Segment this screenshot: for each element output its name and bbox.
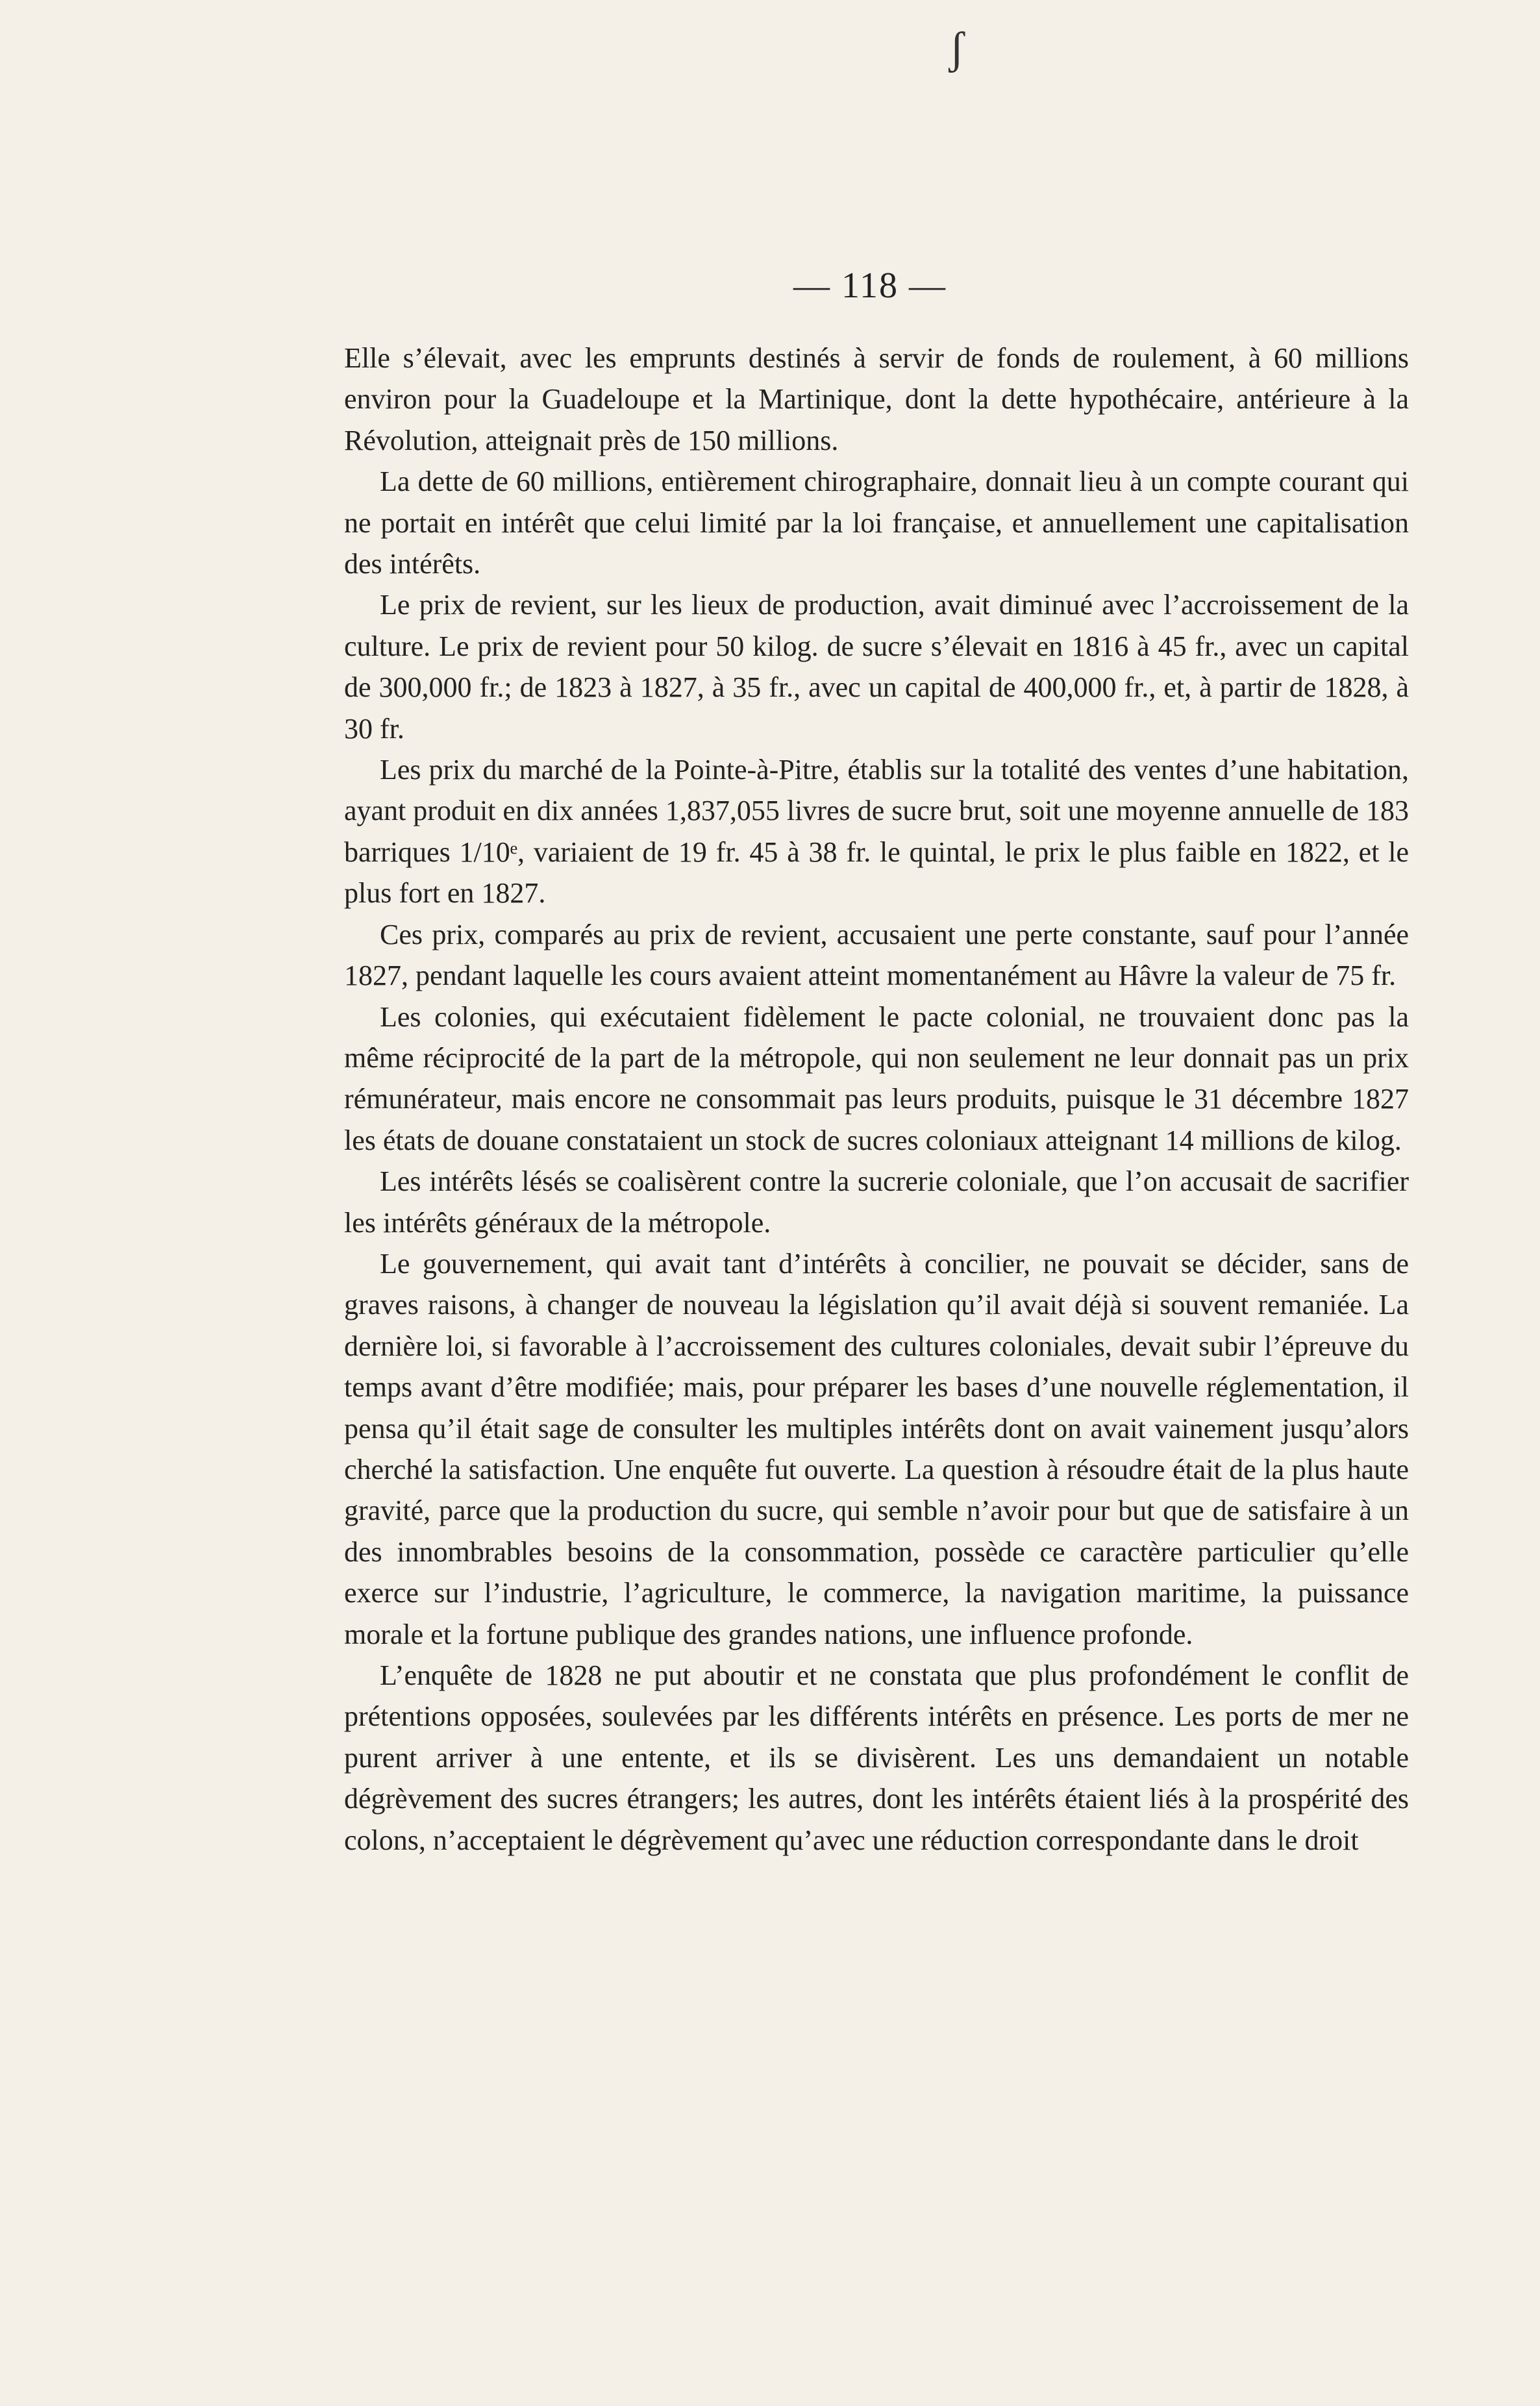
paragraph-5: Ces prix, comparés au prix de revient, accusaient une perte constante, sauf pour l’année 1827, pendant laquelle les cours avaient atteint momentanément au Hâvre la valeur de 75 fr. (344, 918, 1409, 992)
page-number: — 118 — (793, 266, 947, 306)
ink-mark: ʃ (949, 23, 965, 73)
paragraph-7: Les intérêts lésés se coalisèrent contre la sucrerie coloniale, que l’on accusait de sacrifier les intérêts généraux de la métropole. (344, 1165, 1409, 1239)
paragraph-4: Les prix du marché de la Pointe-à-Pitre, établis sur la totalité des ventes d’une habitation, ayant produit en dix années 1,837,055 livres de sucre brut, soit une moyenne annuelle de 183 barriques 1/10ᵉ, variaient de 19 fr. 45 à 38 fr. le quintal, le prix le plus faible en 1822, et le plus fort en 1827. (344, 754, 1409, 910)
paragraph-9: L’enquête de 1828 ne put aboutir et ne constata que plus profondément le conflit de prétentions opposées, soulevées par les différents intérêts en présence. Les ports de mer ne purent arriver à une entente, et ils se divisèrent. Les uns demandaient un notable dégrèvement des sucres étrangers; les autres, dont les intérêts étaient liés à la prospérité des colons, n’acceptaient le dégrèvement qu’avec une réduction correspondante dans le droit (344, 1659, 1409, 1856)
paragraph-1: Elle s’élevait, avec les emprunts destinés à servir de fonds de roulement, à 60 millions environ pour la Guadeloupe et la Martinique, dont la dette hypothécaire, antérieure à la Révolution, atteignait près de 150 millions. (344, 342, 1409, 456)
body-text (344, 338, 1409, 1861)
paragraph-8: Le gouvernement, qui avait tant d’intérêts à concilier, ne pouvait se décider, sans de graves raisons, à changer de nouveau la législation qu’il avait déjà si souvent remaniée. La dernière loi, si favorable à l’accroissement des cultures coloniales, devait subir l’épreuve du temps avant d’être modifiée; mais, pour préparer les bases d’une nouvelle réglementation, il pensa qu’il était sage de consulter les multiples intérêts dont on avait vainement jusqu’alors cherché la satisfaction. Une enquête fut ouverte. La question à résoudre était de la plus haute gravité, parce que la production du sucre, qui semble n’avoir pour but que de satisfaire à un des innombrables besoins de la consommation, possède ce caractère particulier qu’elle exerce sur l’industrie, l’agriculture, le commerce, la navigation maritime, la puissance morale et la fortune publique des grandes nations, une influence profonde. (344, 1247, 1409, 1650)
paragraph-6: Les colonies, qui exécutaient fidèlement le pacte colonial, ne trouvaient donc pas la même réciprocité de la part de la métropole, qui non seulement ne leur donnait pas un prix rémunérateur, mais encore ne consommait pas leurs produits, puisque le 31 décembre 1827 les états de douane constataient un stock de sucres coloniaux atteignant 14 millions de kilog. (344, 1000, 1409, 1156)
paragraph-2: La dette de 60 millions, entièrement chirographaire, donnait lieu à un compte courant qui ne portait en intérêt que celui limité par la loi française, et annuellement une capitalisation des intérêts. (344, 465, 1409, 580)
paragraph-3: Le prix de revient, sur les lieux de production, avait diminué avec l’accroissement de la culture. Le prix de revient pour 50 kilog. de sucre s’élevait en 1816 à 45 fr., avec un capital de 300,000 fr.; de 1823 à 1827, à 35 fr., avec un capital de 400,000 fr., et, à partir de 1828, à 30 fr. (344, 589, 1409, 745)
